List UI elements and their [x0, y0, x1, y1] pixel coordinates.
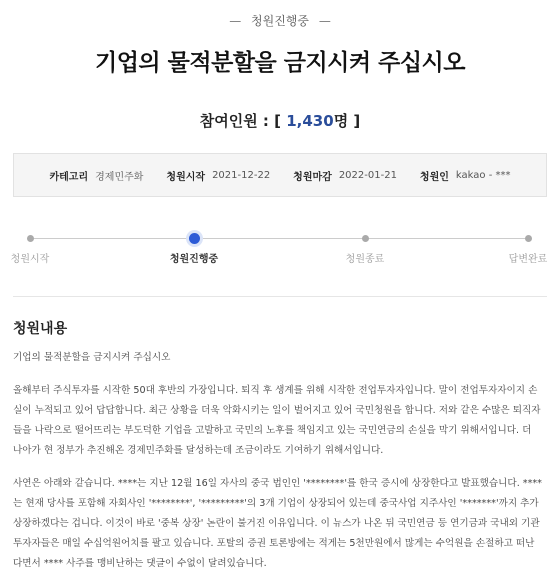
participant-number: 1,430: [286, 112, 334, 130]
step-label-answered: 답변완료: [508, 254, 548, 265]
info-start-date: [166, 168, 270, 183]
petition-status-tag: [0, 12, 560, 29]
petition-title: 기업의 물적분할을 금지시켜 주십시오: [94, 50, 465, 76]
progress-dot-start: [27, 235, 34, 242]
section-divider: [13, 296, 547, 297]
start-value: 2021-12-22: [212, 169, 271, 181]
petition-content: [13, 348, 543, 582]
step-label-ended: 청원종료: [345, 254, 385, 265]
info-end-date: [293, 168, 397, 183]
petition-progress-bar: [0, 226, 560, 270]
end-value: 2022-01-21: [338, 169, 397, 181]
progress-dot-answered: [525, 235, 532, 242]
info-author: [420, 168, 511, 183]
participant-label: 참여인원 : [: [199, 112, 281, 130]
content-section-title: 청원내용: [13, 321, 68, 337]
status-dash-left: —: [229, 14, 242, 28]
petition-info-box: [13, 153, 547, 197]
status-dash-right: —: [318, 14, 331, 28]
content-paragraph-story: 사연은 아래와 같습니다. ****는 지난 12월 16일 자사의 중국 법인인 '********'를 한국 증시에 상장한다고 발표했습니다. ****는 현재 당사를 포함해 자회사인 '********', '*********'의 3개 기업이 상장되어 있는데 중국사업 지주사인 '*******'까지 추가 상장하겠다는 겁니다. 이것이 바로 '중복 상장' 논란이 불거진 이유입니다. 이 뉴스가 나온 뒤 국민연금 등 연기금과 국내외 기관투자자들은 매일 수십억원어치를 팔고 있습니다. 포탈의 증권 토론방에는 적게는 5천만원에서 많게는 수억원을 손절하고 떠난다면서 **** 사주를 맹비난하는 댓글이 수없이 달려있습니다.: [13, 478, 542, 569]
category-value: 경제민주화: [95, 171, 144, 183]
content-paragraph-intro: 올해부터 주식투자를 시작한 50대 후반의 가장입니다. 퇴직 후 생계를 위해 시작한 전업투자자입니다. 말이 전업투자자이지 손실이 누적되고 있어 답답합니다. 최근 상황을 더욱 악화시키는 일이 벌어지고 있어 국민청원을 합니다. 저와 같은 수많은 퇴직자들을 나락으로 떨어뜨리는 부도덕한 기업을 고발하고 국민의 노후를 책임지고 있는 국민연금의 손실을 막기 위해서입니다. 더 나아가 현 정부가 추진해온 경제민주화를 달성하는데 조금이라도 기여하기 위해서입니다.: [13, 385, 541, 456]
progress-dot-active: [189, 233, 200, 244]
participant-count: [0, 110, 560, 131]
progress-dot-end: [362, 235, 369, 242]
step-label-in-progress: 청원진행중: [169, 254, 219, 265]
info-category: [49, 168, 143, 183]
progress-line: [30, 238, 528, 239]
status-label: 청원진행중: [251, 14, 309, 28]
start-label: 청원시작: [166, 171, 206, 183]
step-label-start: 청원시작: [10, 254, 50, 265]
author-label: 청원인: [419, 171, 449, 183]
end-label: 청원마감: [293, 171, 332, 183]
author-value: kakao - ***: [455, 169, 511, 181]
participant-suffix: 명 ]: [333, 112, 361, 130]
content-paragraph-title: 기업의 물적분할을 금지시켜 주십시오: [13, 352, 171, 363]
category-label: 카테고리: [49, 171, 89, 183]
